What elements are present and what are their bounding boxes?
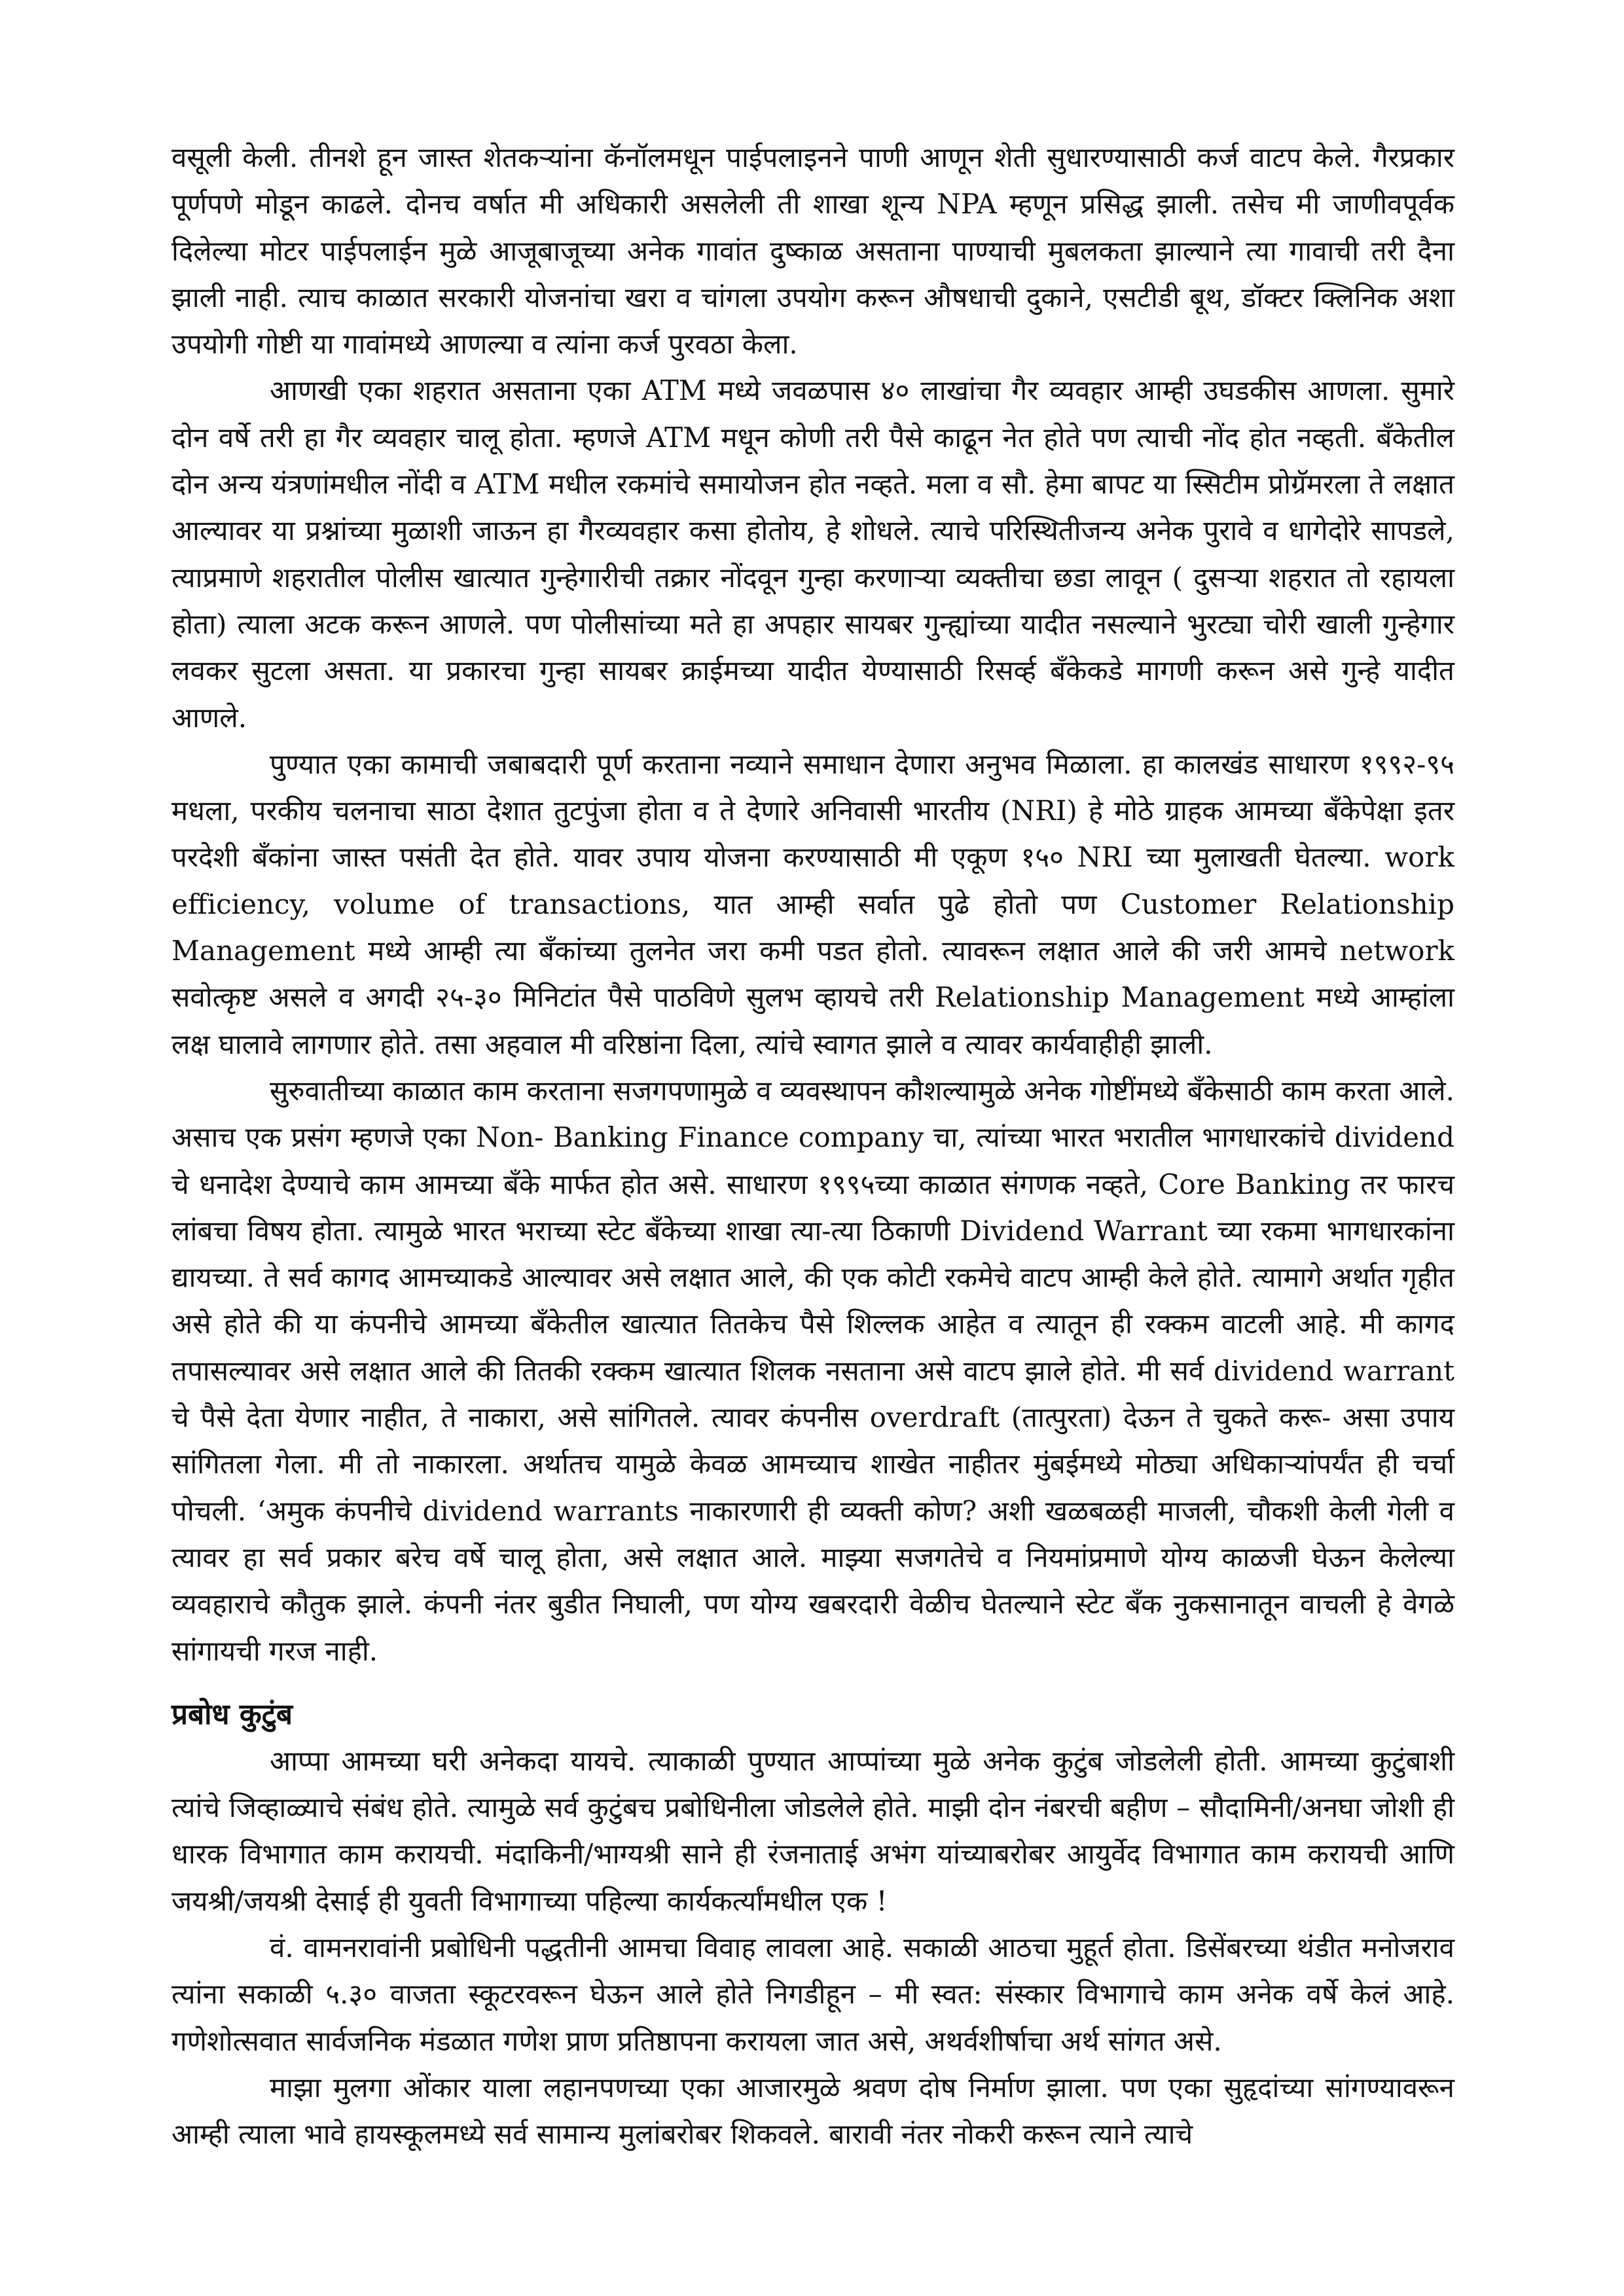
- paragraph-appa-family: आप्पा आमच्या घरी अनेकदा यायचे. त्याकाळी पुण्यात आप्पांच्या मुळे अनेक कुटुंब जोडलेली होती. आमच्या कुटुंबाशी त्यांचे जिव्हाळ्याचे संबंध होते. त्यामुळे सर्व कुटुंबच प्रबोधिनीला जोडलेले होते. माझी दोन नंबरची बहीण – सौदामिनी/अनघा जोशी ही धारक विभागात काम करायची. मंदाकिनी/भाग्यश्री साने ही रंजनाताई अभंग यांच्याबरोबर आयुर्वेद विभागात काम करायची आणि जयश्री/जयश्री देसाई ही युवती विभागाच्या पहिल्या कार्यकर्त्यांमधील एक !: [171, 1744, 1454, 1917]
- paragraph-son-omkar: माझा मुलगा ओंकार याला लहानपणच्या एका आजारमुळे श्रवण दोष निर्माण झाला. पण एका सुहृदांच्या सांगण्यावरून आम्ही त्याला भावे हायस्कूलमध्ये सर्व सामान्य मुलांबरोबर शिकवले. बारावी नंतर नोकरी करून त्याने त्याचे: [171, 2071, 1454, 2151]
- section-heading: प्रबोध कुटुंब: [171, 1697, 293, 1731]
- paragraph-loan-distribution: वसूली केली. तीनशे हून जास्त शेतकऱ्यांना कॅनॉलमधून पाईपलाइनने पाणी आणून शेती सुधारण्यासाठी कर्ज वाटप केले. गैरप्रकार पूर्णपणे मोडून काढले. दोनच वर्षात मी अधिकारी असलेली ती शाखा शून्य NPA म्हणून प्रसिद्ध झाली. तसेच मी जाणीवपूर्वक दिलेल्या मोटर पाईपलाईन मुळे आजूबाजूच्या अनेक गावांत दुष्काळ असताना पाण्याची मुबलकता झाल्याने त्या गावाची तरी दैना झाली नाही. त्याच काळात सरकारी योजनांचा खरा व चांगला उपयोग करून औषधाची दुकाने, एसटीडी बूथ, डॉक्टर क्लिनिक अशा उपयोगी गोष्टी या गावांमध्ये आणल्या व त्यांना कर्ज पुरवठा केला.: [171, 141, 1454, 361]
- paragraph-nri-survey: पुण्यात एका कामाची जबाबदारी पूर्ण करताना नव्याने समाधान देणारा अनुभव मिळाला. हा कालखंड साधारण १९९२-९५ मधला, परकीय चलनाचा साठा देशात तुटपुंजा होता व ते देणारे अनिवासी भारतीय (NRI) हे मोठे ग्राहक आमच्या बँकेपेक्षा इतर परदेशी बँकांना जास्त पसंती देत होते. यावर उपाय योजना करण्यासाठी मी एकूण १५० NRI च्या मुलाखती घेतल्या. work efficiency, volume of transactions, यात आम्ही सर्वात पुढे होतो पण Customer Relationship Management मध्ये आम्ही त्या बँकांच्या तुलनेत जरा कमी पडत होतो. त्यावरून लक्षात आले की जरी आमचे network सवोत्कृष्ट असले व अगदी २५-३० मिनिटांत पैसे पाठविणे सुलभ व्हायचे तरी Relationship Management मध्ये आम्हांला लक्ष घालावे लागणार होते. तसा अहवाल मी वरिष्ठांना दिला, त्यांचे स्वागत झाले व त्यावर कार्यवाहीही झाली.: [171, 747, 1454, 1060]
- paragraph-atm-fraud: आणखी एका शहरात असताना एका ATM मध्ये जवळपास ४० लाखांचा गैर व्यवहार आम्ही उघडकीस आणला. सुमारे दोन वर्षे तरी हा गैर व्यवहार चालू होता. म्हणजे ATM मधून कोणी तरी पैसे काढून नेत होते पण त्याची नोंद होत नव्हती. बँकेतील दोन अन्य यंत्रणांमधील नोंदी व ATM मधील रकमांचे समायोजन होत नव्हते. मला व सौ. हेमा बापट या स्सिटीम प्रोग्रॅमरला ते लक्षात आल्यावर या प्रश्नांच्या मुळाशी जाऊन हा गैरव्यवहार कसा होतोय, हे शोधले. त्याचे परिस्थितीजन्य अनेक पुरावे व धागेदोरे सापडले, त्याप्रमाणे शहरातील पोलीस खात्यात गुन्हेगारीची तक्रार नोंदवून गुन्हा करणाऱ्या व्यक्तीचा छडा लावून ( दुसऱ्या शहरात तो रहायला होता) त्याला अटक करून आणले. पण पोलीसांच्या मते हा अपहार सायबर गुन्ह्यांच्या यादीत नसल्याने भुरट्या चोरी खाली गुन्हेगार लवकर सुटला असता. या प्रकारचा गुन्हा सायबर क्राईमच्या यादीत येण्यासाठी रिसर्व्ह बँकेकडे मागणी करून असे गुन्हे यादीत आणले.: [171, 374, 1454, 734]
- document-page: [171, 134, 1454, 2157]
- paragraph-dividend-warrants: सुरुवातीच्या काळात काम करताना सजगपणामुळे व व्यवस्थापन कौशल्यामुळे अनेक गोष्टींमध्ये बँकेसाठी काम करता आले. असाच एक प्रसंग म्हणजे एका Non- Banking Finance company चा, त्यांच्या भारत भरातील भागधारकांचे dividend चे धनादेश देण्याचे काम आमच्या बँके मार्फत होत असे. साधारण १९९५च्या काळात संगणक नव्हते, Core Banking तर फारच लांबचा विषय होता. त्यामुळे भारत भराच्या स्टेट बँकेच्या शाखा त्या-त्या ठिकाणी Dividend Warrant च्या रकमा भागधारकांना द्यायच्या. ते सर्व कागद आमच्याकडे आल्यावर असे लक्षात आले, की एक कोटी रकमेचे वाटप आम्ही केले होते. त्यामागे अर्थात गृहीत असे होते की या कंपनीचे आमच्या बँकेतील खात्यात तितकेच पैसे शिल्लक आहेत व त्यातून ही रक्कम वाटली आहे. मी कागद तपासल्यावर असे लक्षात आले की तितकी रक्कम खात्यात शिलक नसताना असे वाटप झाले होते. मी सर्व dividend warrant चे पैसे देता येणार नाहीत, ते नाकारा, असे सांगितले. त्यावर कंपनीस overdraft (तात्पुरता) देऊन ते चुकते करू- असा उपाय सांगितला गेला. मी तो नाकारला. अर्थातच यामुळे केवळ आमच्याच शाखेत नाहीतर मुंबईमध्ये मोठ्या अधिकाऱ्यांपर्यंत ही चर्चा पोचली. ‘अमुक कंपनीचे dividend warrants नाकारणारी ही व्यक्ती कोण? अशी खळबळही माजली, चौकशी केली गेली व त्यावर हा सर्व प्रकार बरेच वर्षे चालू होता, असे लक्षात आले. माझ्या सजगतेचे व नियमांप्रमाणे योग्य काळजी घेऊन केलेल्या व्यवहाराचे कौतुक झाले. कंपनी नंतर बुडीत निघाली, पण योग्य खबरदारी वेळीच घेतल्याने स्टेट बँक नुकसानातून वाचली हे वेगळे सांगायची गरज नाही.: [171, 1074, 1454, 1667]
- paragraph-wedding: वं. वामनरावांनी प्रबोधिनी पद्धतीनी आमचा विवाह लावला आहे. सकाळी आठचा मुहूर्त होता. डिसेंबरच्या थंडीत मनोजराव त्यांना सकाळी ५.३० वाजता स्कूटरवरून घेऊन आले होते निगडीहून – मी स्वत: संस्कार विभागाचे काम अनेक वर्षे केलं आहे. गणेशोत्सवात सार्वजनिक मंडळात गणेश प्राण प्रतिष्ठापना करायला जात असे, अथर्वशीर्षाचा अर्थ सांगत असे.: [171, 1931, 1454, 2057]
